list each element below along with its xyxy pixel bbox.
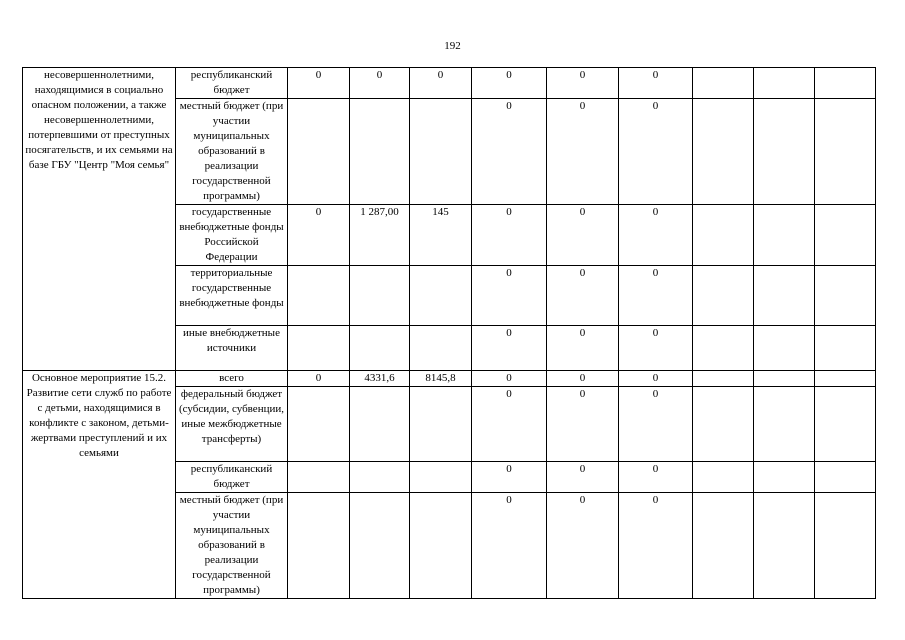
funding-source-cell: местный бюджет (при участии муниципальных образований в реализации государственной программы) (176, 493, 288, 599)
value-cell (815, 205, 876, 266)
value-cell: 0 (619, 99, 693, 205)
funding-source-cell: территориальные государственные внебюджетные фонды (176, 266, 288, 326)
value-cell: 0 (472, 68, 547, 99)
value-cell: 145 (410, 205, 472, 266)
value-cell (350, 462, 410, 493)
value-cell (693, 326, 754, 371)
value-cell (410, 493, 472, 599)
value-cell: 4331,6 (350, 371, 410, 387)
value-cell: 0 (472, 387, 547, 462)
value-cell: 0 (619, 387, 693, 462)
value-cell (410, 387, 472, 462)
value-cell (815, 266, 876, 326)
value-cell: 0 (619, 205, 693, 266)
value-cell: 0 (472, 493, 547, 599)
value-cell: 0 (547, 99, 619, 205)
value-cell (693, 266, 754, 326)
value-cell (350, 326, 410, 371)
value-cell: 0 (472, 326, 547, 371)
value-cell (754, 205, 815, 266)
value-cell: 0 (288, 68, 350, 99)
measure-name-cell: несовершеннолетними, находящимися в социально опасном положении, а также несовершеннолетними, потерпевшими от преступных посягательств, и их семьями на базе ГБУ "Центр "Моя семья" (23, 68, 176, 371)
value-cell (288, 387, 350, 462)
value-cell (815, 493, 876, 599)
value-cell: 0 (472, 266, 547, 326)
value-cell (754, 266, 815, 326)
value-cell (754, 326, 815, 371)
value-cell (754, 387, 815, 462)
funding-source-cell: всего (176, 371, 288, 387)
value-cell: 0 (547, 462, 619, 493)
table-row (23, 371, 876, 387)
value-cell (815, 387, 876, 462)
value-cell (410, 462, 472, 493)
value-cell (754, 493, 815, 599)
value-cell: 0 (547, 493, 619, 599)
funding-source-cell: республиканский бюджет (176, 462, 288, 493)
value-cell (410, 326, 472, 371)
page-number: 192 (444, 40, 461, 52)
value-cell: 0 (472, 99, 547, 205)
value-cell: 0 (547, 326, 619, 371)
value-cell: 0 (472, 462, 547, 493)
value-cell (288, 326, 350, 371)
value-cell (754, 99, 815, 205)
budget-table (22, 67, 876, 599)
value-cell: 0 (288, 371, 350, 387)
value-cell (288, 266, 350, 326)
value-cell (693, 387, 754, 462)
value-cell (815, 462, 876, 493)
value-cell: 0 (619, 493, 693, 599)
value-cell: 0 (547, 266, 619, 326)
value-cell: 0 (288, 205, 350, 266)
funding-source-cell: республиканский бюджет (176, 68, 288, 99)
value-cell: 0 (547, 205, 619, 266)
value-cell: 8145,8 (410, 371, 472, 387)
value-cell (815, 99, 876, 205)
value-cell: 0 (410, 68, 472, 99)
value-cell (288, 99, 350, 205)
value-cell: 0 (619, 462, 693, 493)
value-cell (754, 462, 815, 493)
value-cell: 0 (547, 387, 619, 462)
value-cell (815, 326, 876, 371)
value-cell: 0 (619, 371, 693, 387)
value-cell: 1 287,00 (350, 205, 410, 266)
value-cell: 0 (619, 326, 693, 371)
value-cell (754, 371, 815, 387)
value-cell (350, 266, 410, 326)
value-cell (693, 493, 754, 599)
value-cell (815, 371, 876, 387)
value-cell (350, 99, 410, 205)
value-cell (693, 68, 754, 99)
funding-source-cell: иные внебюджетные источники (176, 326, 288, 371)
value-cell (693, 462, 754, 493)
measure-name-cell: Основное мероприятие 15.2. Развитие сети служб по работе с детьми, находящимися в конфликте с законом, детьми-жертвами преступлений и их семьями (23, 371, 176, 599)
value-cell (350, 493, 410, 599)
value-cell (693, 371, 754, 387)
funding-source-cell: местный бюджет (при участии муниципальных образований в реализации государственной программы) (176, 99, 288, 205)
funding-source-cell: федеральный бюджет (субсидии, субвенции, иные межбюджетные трансферты) (176, 387, 288, 462)
value-cell: 0 (547, 68, 619, 99)
value-cell (815, 68, 876, 99)
value-cell: 0 (547, 371, 619, 387)
value-cell: 0 (472, 205, 547, 266)
value-cell (350, 387, 410, 462)
value-cell (410, 99, 472, 205)
value-cell (754, 68, 815, 99)
value-cell: 0 (619, 266, 693, 326)
value-cell (693, 205, 754, 266)
value-cell (288, 493, 350, 599)
value-cell: 0 (472, 371, 547, 387)
funding-source-cell: государственные внебюджетные фонды Российской Федерации (176, 205, 288, 266)
value-cell (288, 462, 350, 493)
value-cell (693, 99, 754, 205)
table-row (23, 68, 876, 99)
value-cell: 0 (619, 68, 693, 99)
value-cell: 0 (350, 68, 410, 99)
value-cell (410, 266, 472, 326)
